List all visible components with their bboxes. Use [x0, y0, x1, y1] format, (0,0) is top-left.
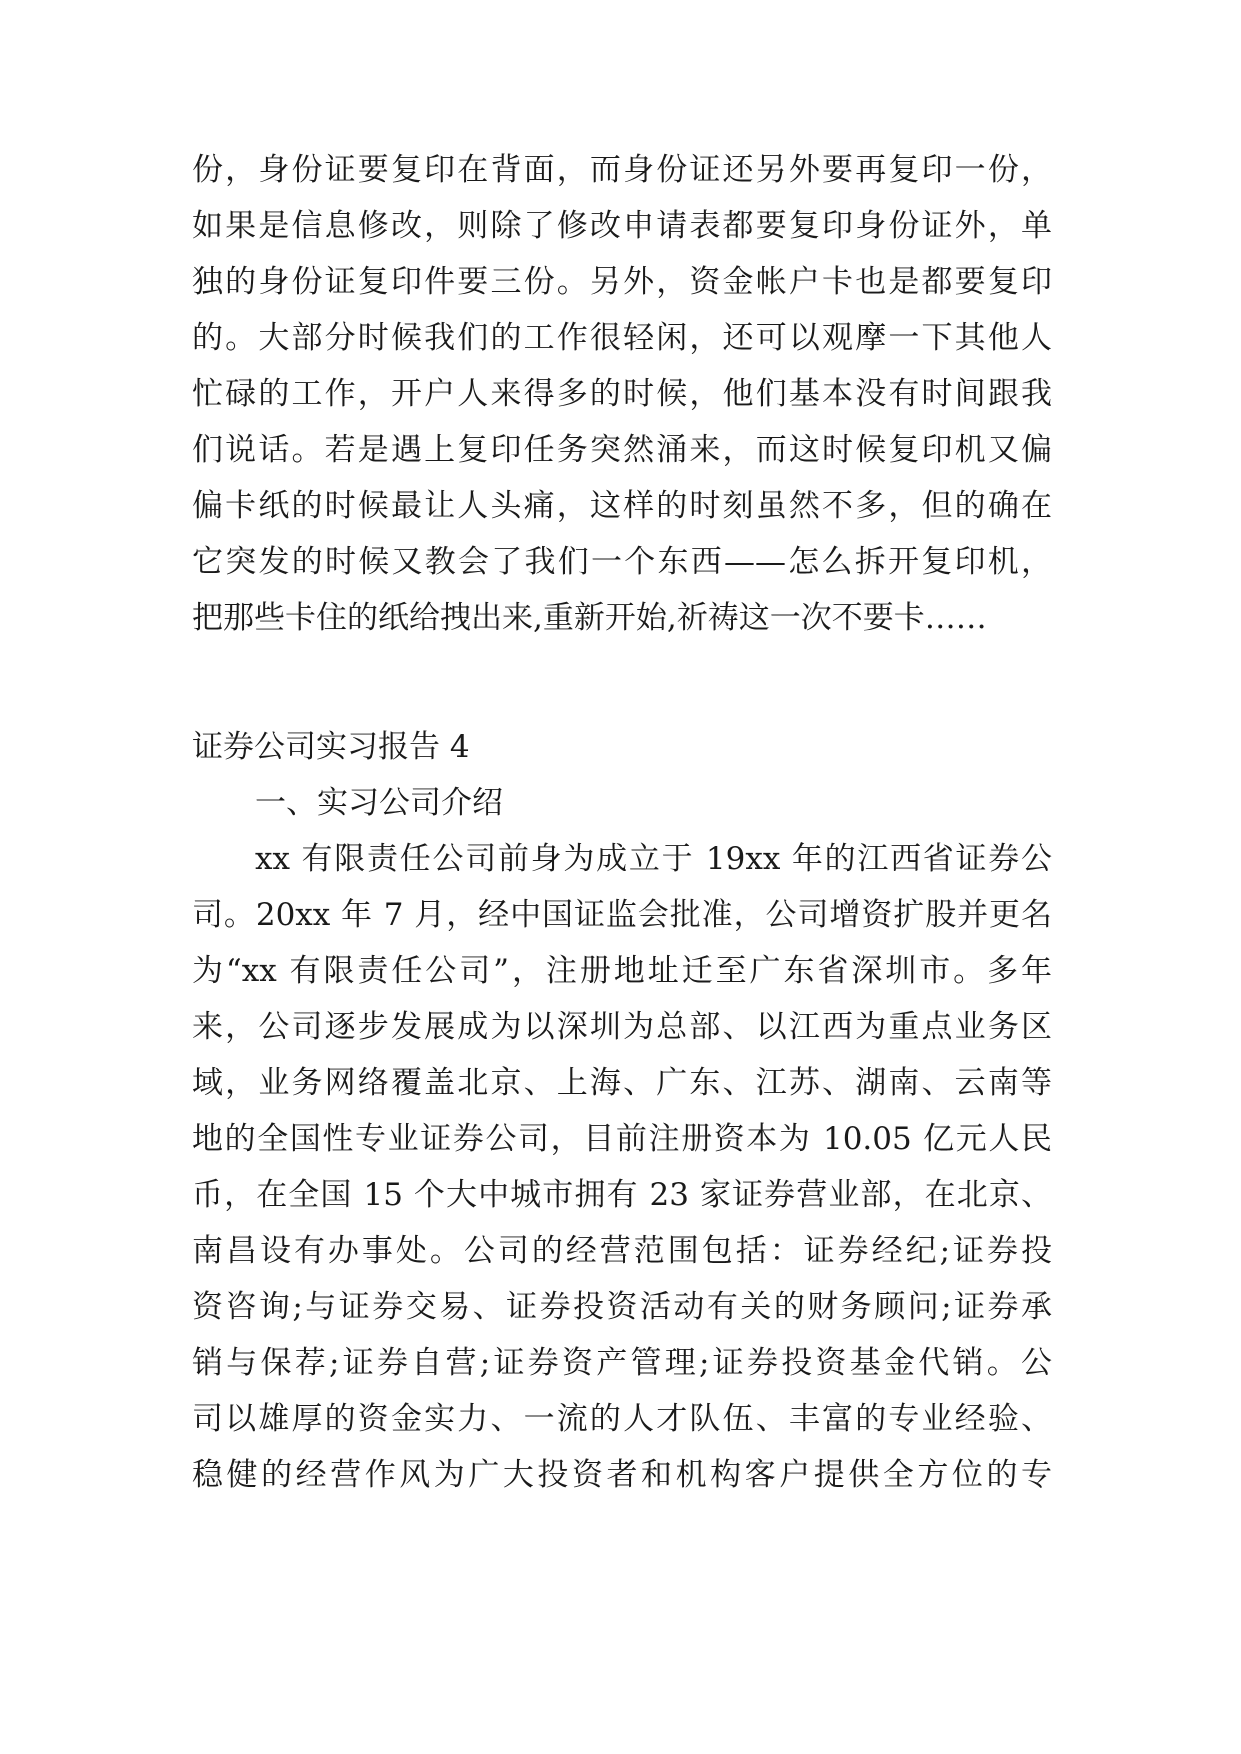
text-line: 为“xx 有限责任公司”，注册地址迁至广东省深圳市。多年: [192, 953, 1052, 989]
text-line: 份，身份证要复印在背面，而身份证还另外要再复印一份，: [192, 152, 1052, 188]
text-line: 域，业务网络覆盖北京、上海、广东、江苏、湖南、云南等: [192, 1065, 1052, 1101]
text-line: 如果是信息修改，则除了修改申请表都要复印身份证外，单: [192, 208, 1052, 244]
text-line: 币，在全国 15 个大中城市拥有 23 家证券营业部，在北京、: [192, 1177, 1052, 1213]
text-line: 资咨询;与证券交易、证券投资活动有关的财务顾问;证券承: [192, 1289, 1052, 1325]
text-line: 独的身份证复印件要三份。另外，资金帐户卡也是都要复印: [192, 264, 1052, 300]
text-line: 销与保荐;证券自营;证券资产管理;证券投资基金代销。公: [192, 1345, 1052, 1381]
section-title: 证券公司实习报告 4: [192, 729, 470, 765]
text-line: 司以雄厚的资金实力、一流的人才队伍、丰富的专业经验、: [192, 1401, 1052, 1437]
text-line: 稳健的经营作风为广大投资者和机构客户提供全方位的专: [192, 1457, 1052, 1493]
subheading: 一、实习公司介绍: [255, 785, 503, 821]
text-line: 它突发的时候又教会了我们一个东西——怎么拆开复印机，: [192, 544, 1052, 580]
text-line: 的。大部分时候我们的工作很轻闲，还可以观摩一下其他人: [192, 320, 1052, 356]
text-line: 来，公司逐步发展成为以深圳为总部、以江西为重点业务区: [192, 1009, 1052, 1045]
text-line: xx 有限责任公司前身为成立于 19xx 年的江西省证券公: [255, 841, 1052, 877]
text-line: 忙碌的工作，开户人来得多的时候，他们基本没有时间跟我: [192, 376, 1052, 412]
text-line: 南昌设有办事处。公司的经营范围包括：证券经纪;证券投: [192, 1233, 1052, 1269]
text-line: 地的全国性专业证券公司，目前注册资本为 10.05 亿元人民: [192, 1121, 1052, 1157]
text-line: 司。20xx 年 7 月，经中国证监会批准，公司增资扩股并更名: [192, 897, 1052, 933]
text-line: 们说话。若是遇上复印任务突然涌来，而这时候复印机又偏: [192, 432, 1052, 468]
text-line: 把那些卡住的纸给拽出来,重新开始,祈祷这一次不要卡……: [192, 600, 987, 636]
text-line: 偏卡纸的时候最让人头痛，这样的时刻虽然不多，但的确在: [192, 488, 1052, 524]
